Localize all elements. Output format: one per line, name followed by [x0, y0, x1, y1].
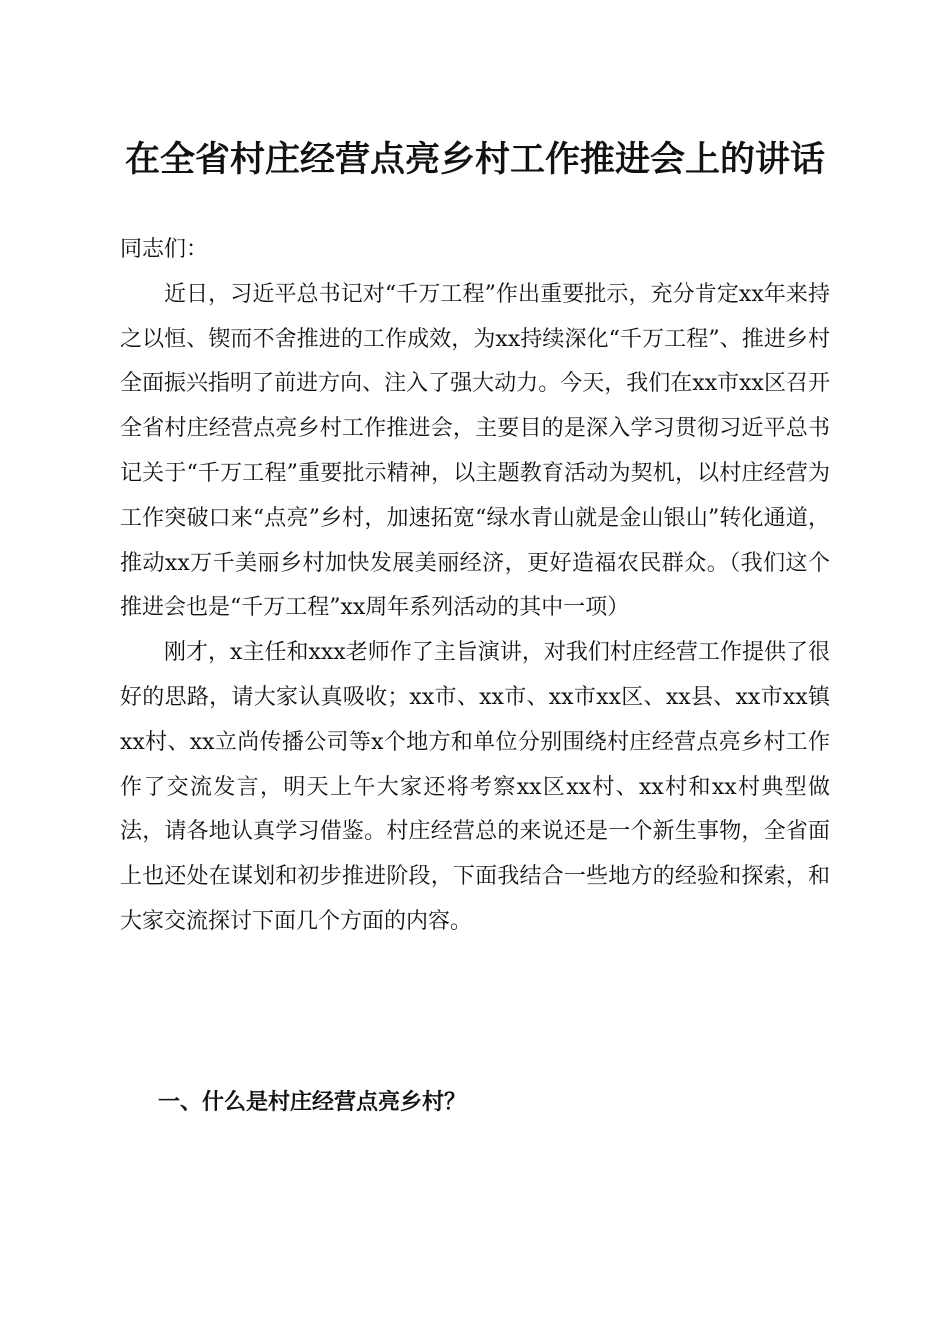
paragraph-2: 刚才，x主任和xxx老师作了主旨演讲，对我们村庄经营工作提供了很好的思路，请大家认真吸收；xx市、xx市、xx市xx区、xx县、xx市xx镇xx村、xx立尚传播公司等x个地方和单位分别围绕村庄经营点亮乡村工作作了交流发言，明天上午大家还将考察xx区xx村、xx村和xx村典型做法，请各地认真学习借鉴。村庄经营总的来说还是一个新生事物，全省面上也还处在谋划和初步推进阶段，下面我结合一些地方的经验和探索，和大家交流探讨下面几个方面的内容。 — [120, 640, 830, 934]
document-title: 在全省村庄经营点亮乡村工作推进会上的讲话 — [124, 139, 825, 180]
salutation: 同志们： — [120, 237, 209, 262]
paragraph-1: 近日，习近平总书记对“千万工程”作出重要批示，充分肯定xx年来持之以恒、锲而不舍推进的工作成效，为xx持续深化“千万工程”、推进乡村全面振兴指明了前进方向、注入了强大动力。今天，我们在xx市xx区召开全省村庄经营点亮乡村工作推进会，主要目的是深入学习贯彻习近平总书记关于“千万工程”重要批示精神，以主题教育活动为契机，以村庄经营为工作突破口来“点亮”乡村，加速拓宽“绿水青山就是金山银山”转化通道，推动xx万千美丽乡村加快发展美丽经济，更好造福农民群众。（我们这个推进会也是“千万工程”xx周年系列活动的其中一项） — [120, 281, 830, 621]
section-heading: 一、什么是村庄经营点亮乡村？ — [158, 1090, 467, 1115]
document-body — [120, 228, 830, 945]
